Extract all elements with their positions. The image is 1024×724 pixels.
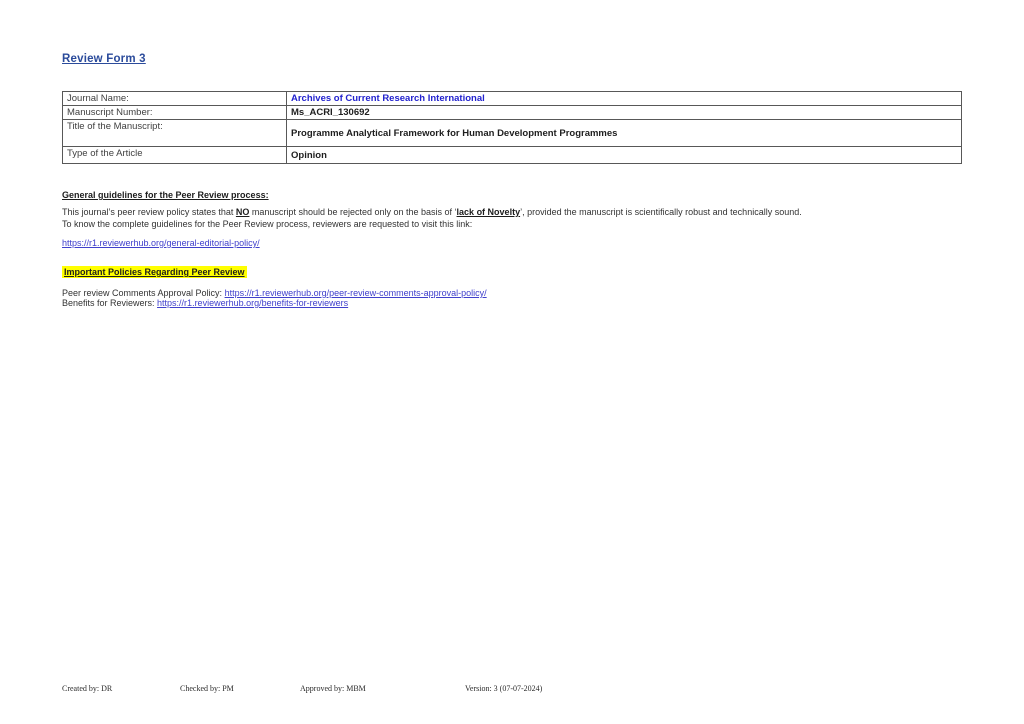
guidelines-emphasis-novelty: lack of Novelty [456,207,521,217]
benefits-link[interactable]: https://r1.reviewerhub.org/benefits-for-reviewers [157,298,349,308]
guidelines-sentence-2: To know the complete guidelines for the Peer Review process, reviewers are requested to visit this link: [62,219,473,229]
manuscript-info-table [62,91,962,164]
table-row-journal-name [63,92,962,106]
approval-policy-line [62,288,487,298]
guidelines-heading: General guidelines for the Peer Review process: [62,190,269,200]
journal-name-value: Archives of Current Research International [287,92,962,106]
guidelines-text-part: manuscript should be rejected only on the basis of ‘ [249,207,457,217]
manuscript-number-value: Ms_ACRI_130692 [287,106,962,120]
footer-approved-by: Approved by: MBM [300,684,366,693]
footer-created-by: Created by: DR [62,684,113,693]
benefits-label: Benefits for Reviewers: [62,298,158,308]
benefits-line [62,298,348,308]
table-row-article-type [63,147,962,164]
footer-checked-by: Checked by: PM [180,684,234,693]
guidelines-sentence-1 [62,207,802,217]
general-editorial-policy-line [62,238,260,248]
important-policies-heading-text: Important Policies Regarding Peer Review [64,267,245,277]
general-editorial-policy-link[interactable]: https://r1.reviewerhub.org/general-editorial-policy/ [62,238,260,248]
important-policies-heading [62,267,247,277]
manuscript-number-label: Manuscript Number: [63,106,287,120]
table-row-manuscript-number [63,106,962,120]
journal-name-label: Journal Name: [63,92,287,106]
guidelines-text-part: This journal’s peer review policy states that [62,207,236,217]
page-title: Review Form 3 [62,53,146,65]
approval-policy-label: Peer review Comments Approval Policy: [62,288,225,298]
article-type-label: Type of the Article [63,147,287,164]
manuscript-title-value: Programme Analytical Framework for Human Development Programmes [287,120,962,147]
guidelines-emphasis-no: NO [235,207,250,217]
manuscript-title-label: Title of the Manuscript: [63,120,287,147]
guidelines-text-part: ’, provided the manuscript is scientifically robust and technically sound. [520,207,802,217]
table-row-manuscript-title [63,120,962,147]
article-type-value: Opinion [287,147,962,164]
footer-version: Version: 3 (07-07-2024) [465,684,543,693]
approval-policy-link[interactable]: https://r1.reviewerhub.org/peer-review-comments-approval-policy/ [224,288,487,298]
